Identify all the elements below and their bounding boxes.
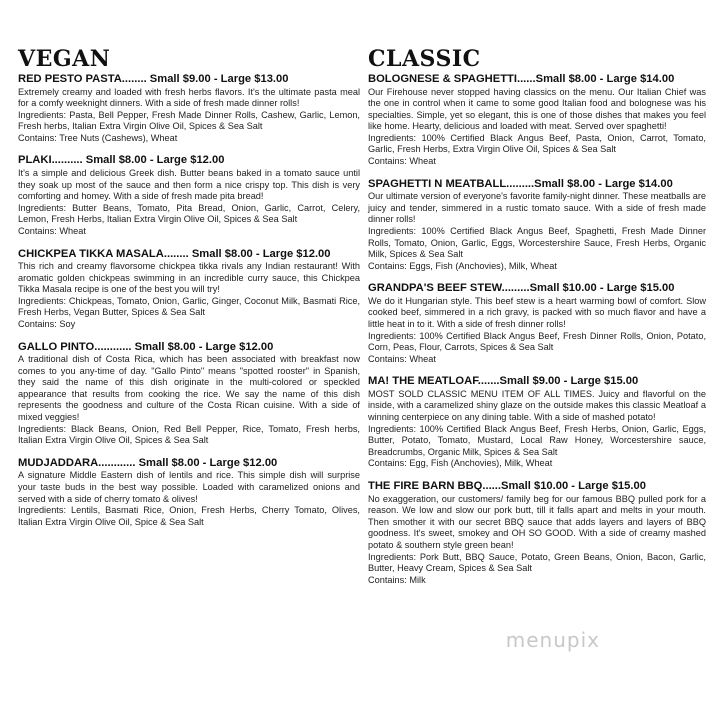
item-heading: GRANDPA'S BEEF STEW.........Small $10.00 - Large $15.00 bbox=[368, 282, 675, 295]
item-description: It's a simple and delicious Greek dish. Butter beans baked in a tomato sauce until they soak up most of the sauce and then form a nice crispy top. This dish is very comforting and homey. With a side of fresh made pita bread! bbox=[18, 167, 360, 202]
item-ingredients: Ingredients: Lentils, Basmati Rice, Onion, Fresh Herbs, Cherry Tomato, Olives, Italian Extra Virgin Olive Oil, Spice & Sea Salt bbox=[18, 505, 360, 527]
item-contains: Contains: Soy bbox=[18, 319, 76, 329]
item-description: A traditional dish of Costa Rica, which has been associated with breakfast now comes to you any-time of day. "Gallo Pinto" means "spotted rooster" in Spanish, they said the name of this dish originate in the multi-colored or speckled appearance that results from cooking the rice. We say the name of this dish represents the goodness and culture of the Costa Rican cuisine. With a side of mixed veggies! bbox=[18, 354, 360, 423]
item-heading: MUDJADDARA............ Small $8.00 - Large $12.00 bbox=[18, 456, 278, 469]
classic-section-title: CLASSIC bbox=[368, 46, 481, 72]
item-ingredients: Ingredients: 100% Certified Black Angus Beef, Fresh Herbs, Onion, Garlic, Eggs, Butter, Potato, Tomato, Mustard, Local Raw Honey, Worcestershire sauce, Breadcrumbs, Organic Milk, Spices & Sea Salt bbox=[368, 423, 706, 457]
menu-item-spaghetti-meatball bbox=[368, 178, 706, 273]
item-heading: MA! THE MEATLOAF.......Small $9.00 - Large $15.00 bbox=[368, 375, 639, 388]
menu-item-grandpas-beef-stew bbox=[368, 282, 706, 365]
menu-item-gallo-pinto bbox=[18, 341, 360, 447]
menu-item-plaki bbox=[18, 154, 360, 237]
item-contains: Contains: Tree Nuts (Cashews), Wheat bbox=[18, 132, 178, 143]
item-description: A signature Middle Eastern dish of lentils and rice. This simple dish will surprise your taste buds in the best way possible. Loaded with caramelized onions and served with a side of cherry tomato & olives! bbox=[18, 470, 360, 504]
vegan-column bbox=[18, 47, 360, 538]
menupix-watermark: menupix bbox=[505, 628, 600, 652]
item-description: MOST SOLD CLASSIC MENU ITEM OF ALL TIMES. Juicy and flavorful on the inside, with a caramelized shiny glaze on the outside makes this classic Meatloaf a winning centerpiece on any dining table. With a side of mashed potato! bbox=[368, 388, 706, 423]
item-ingredients: Ingredients: Pasta, Bell Pepper, Fresh Made Dinner Rolls, Cashew, Garlic, Lemon, Fresh herbs, Italian Extra Virgin Olive Oil, Spices & Sea Salt bbox=[18, 109, 360, 132]
classic-column bbox=[368, 47, 706, 596]
item-heading: RED PESTO PASTA........ Small $9.00 - Large $13.00 bbox=[18, 73, 289, 85]
item-description: Our ultimate version of everyone's favorite family-night dinner. These meatballs are juicy and tender, simmered in a rustic tomato sauce. With a side of fresh made dinner rolls! bbox=[368, 191, 706, 225]
item-ingredients: Ingredients: 100% Certified Black Angus Beef, Pasta, Onion, Carrot, Tomato, Garlic, Fresh Herbs, Extra Virgin Olive Oil, Spices & Sea Salt bbox=[368, 132, 706, 155]
menu-item-mudjaddara bbox=[18, 457, 360, 528]
menu-item-chickpea-tikka-masala bbox=[18, 248, 360, 331]
item-ingredients: Ingredients: Black Beans, Onion, Red Bell Pepper, Rice, Tomato, Fresh herbs, Italian Extra Virgin Olive Oil, Spices & Sea Salt bbox=[18, 423, 360, 446]
item-description: Our Firehouse never stopped having classics on the menu. Our Italian Chief was the one in control when it came to some good Italian food and bolognese was his specialties. Simple, yet so elegant, this is one of those dishes that makes you feel like home. Hearty, delicious and loaded with meat. Served over spaghetti! bbox=[368, 86, 706, 132]
item-ingredients: Ingredients: Pork Butt, BBQ Sauce, Potato, Green Beans, Onion, Bacon, Garlic, Butter, Heavy Cream, Spices & Sea Salt bbox=[368, 551, 706, 574]
item-description: Extremely creamy and loaded with fresh herbs flavors. It's the ultimate pasta meal for a comfy weeknight dinners. With a side of fresh made dinner rolls! bbox=[18, 86, 360, 109]
item-ingredients: Ingredients: Chickpeas, Tomato, Onion, Garlic, Ginger, Coconut Milk, Basmati Rice, Fresh Herbs, Vegan Butter, Spices & Sea Salt bbox=[18, 295, 360, 318]
item-contains: Contains: Egg, Fish (Anchovies), Milk, Wheat bbox=[368, 458, 553, 469]
item-contains: Contains: Eggs, Fish (Anchovies), Milk, Wheat bbox=[368, 260, 557, 271]
item-heading: GALLO PINTO............ Small $8.00 - Large $12.00 bbox=[18, 340, 274, 353]
item-heading: THE FIRE BARN BBQ......Small $10.00 - Large $15.00 bbox=[368, 480, 646, 493]
item-ingredients: Ingredients: 100% Certified Black Angus Beef, Spaghetti, Fresh Made Dinner Rolls, Tomato, Onion, Garlic, Eggs, Worcestershire Sauce, Fresh Herbs, Organic Milk, Spices & Sea Salt bbox=[368, 225, 706, 260]
item-contains: Contains: Wheat bbox=[368, 156, 436, 167]
item-heading: PLAKI.......... Small $8.00 - Large $12.00 bbox=[18, 154, 225, 167]
menu-item-bolognese-spaghetti bbox=[368, 73, 706, 168]
vegan-section-title: VEGAN bbox=[18, 46, 111, 72]
item-heading: BOLOGNESE & SPAGHETTI......Small $8.00 - Large $14.00 bbox=[368, 73, 675, 85]
item-description: We do it Hungarian style. This beef stew is a heart warming bowl of comfort. Slow cooked beef, simmered in a rich gravy, is packed with so much flavor and have a little heat in to it. With a side of fresh dinner rolls! bbox=[368, 295, 706, 329]
item-contains: Contains: Wheat bbox=[18, 225, 86, 236]
menu-item-red-pesto-pasta bbox=[18, 73, 360, 144]
item-description: No exaggeration, our customers/ family beg for our famous BBQ pulled pork for a reason. We low and slow our pork butt, till it falls apart and melts in your mouth. Then smother it with our secret BBQ sauce that adds layers and layers of BBQ goodness. It's sweet, smokey and OH SO GOOD. With a side of creamy mashed potato & southern style green bean! bbox=[368, 493, 706, 550]
item-ingredients: Ingredients: Butter Beans, Tomato, Pita Bread, Onion, Garlic, Carrot, Celery, Lemon, Fresh Herbs, Italian Extra Virgin Olive Oil, Spices & Sea Salt bbox=[18, 202, 360, 225]
item-heading: CHICKPEA TIKKA MASALA........ Small $8.00 - Large $12.00 bbox=[18, 247, 331, 260]
item-contains: Contains: Wheat bbox=[368, 353, 436, 364]
item-heading: SPAGHETTI N MEATBALL.........Small $8.00 - Large $14.00 bbox=[368, 177, 673, 190]
item-description: This rich and creamy flavorsome chickpea tikka rivals any Indian restaurant! With aromatic golden chickpeas swimming in an incredible curry sauce, this Chickpea Tikka Masala recipe is one of the best you will try! bbox=[18, 261, 360, 295]
menu-item-fire-barn-bbq bbox=[368, 480, 706, 586]
item-contains: Contains: Milk bbox=[368, 574, 426, 585]
menu-item-ma-the-meatloaf bbox=[368, 375, 706, 470]
item-ingredients: Ingredients: 100% Certified Black Angus Beef, Fresh Dinner Rolls, Onion, Potato, Corn, Peas, Flour, Carrots, Spices & Sea Salt bbox=[368, 330, 706, 353]
